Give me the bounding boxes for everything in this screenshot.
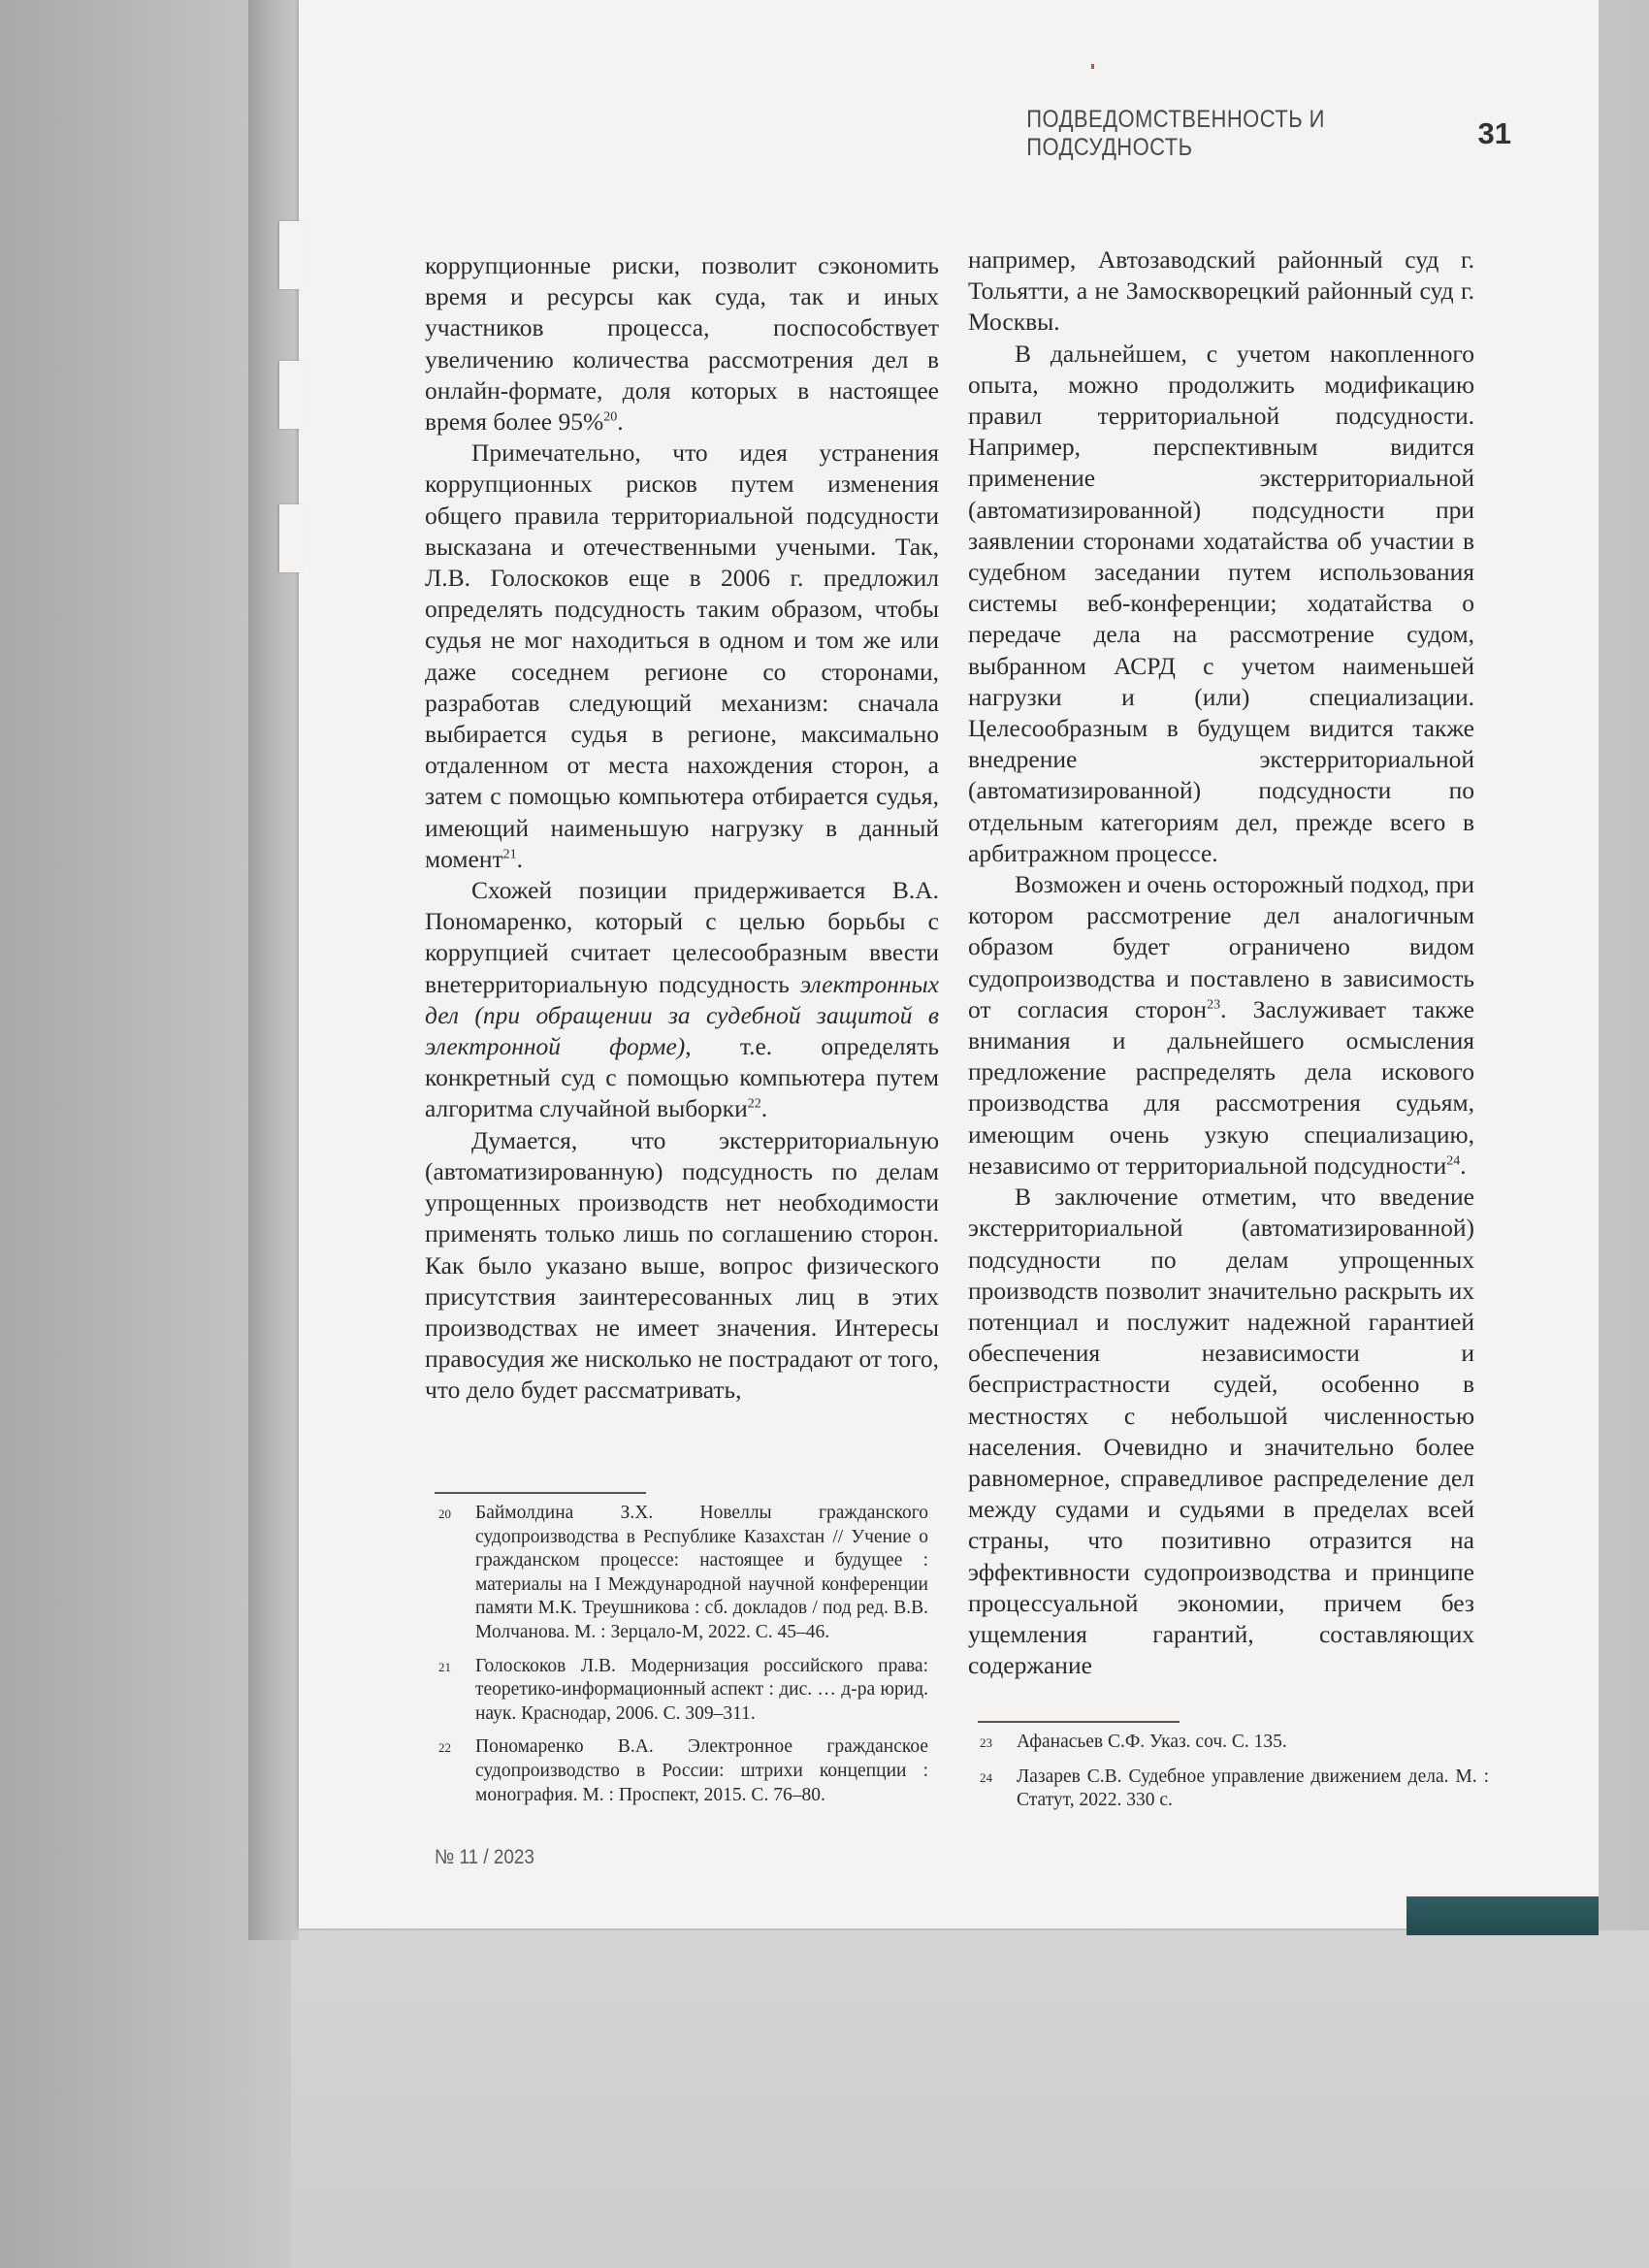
- footnote-ref: 21: [502, 847, 517, 862]
- footnote-rule: [978, 1721, 1180, 1723]
- paragraph: коррупционные риски, позволит сэкономить время и ресурсы как суда, так и иных участников процесса, поспособствует увеличению количества рассмотрения дел в онлайн-формате, доля которых в настоящее время более 95%$^{20}$.: [425, 251, 939, 437]
- page-binding-shadow: [248, 0, 299, 1940]
- paragraph: Схожей позиции придерживается В.А. Пономаренко, который с целью борьбы с коррупцией считает целесообразным ввести внетерриториальную подсудность электронных дел (при обращении за судебной защитой в электронной форме), т.е. определять конкретный суд с помощью компьютера путем алгоритма случайной выборки$^{22}$.: [425, 876, 939, 1123]
- binding-notch: [279, 504, 303, 572]
- footnote: 21 Голоскоков Л.В. Модернизация российского права: теоретико-информационный аспект : дис. … д-ра юрид. наук. Краснодар, 2006. С. 309–311.: [438, 1655, 928, 1724]
- footnote-ref: 20: [603, 409, 618, 425]
- left-column: [425, 250, 939, 1407]
- footnote-ref: 24: [1446, 1153, 1461, 1169]
- paragraph: Думается, что экстерриториальную (автоматизированную) подсудность по делам упрощенных производств нет необходимости применять только лишь по соглашению сторон. Как было указано выше, вопрос физического присутствия заинтересованных лиц в этих производствах не имеет значения. Интересы правосудия же нисколько не пострадают от того, что дело будет рассматривать,: [425, 1125, 939, 1405]
- right-column: [968, 244, 1474, 1681]
- right-footnotes: [980, 1731, 1489, 1823]
- left-footnotes: [438, 1502, 928, 1817]
- paragraph: В дальнейшем, с учетом накопленного опыта, можно продолжить модификацию правил территориальной подсудности. Например, перспективным видится применение экстерриториальной (автоматизированной) подсудности при заявлении сторонами ходатайства об участии в судебном заседании путем использования системы веб-конференции; ходатайства о передаче дела на рассмотрение судом, выбранном АСРД с учетом наименьшей нагрузки и (или) специализации. Целесообразным в будущем видится также внедрение экстерриториальной (автоматизированной) подсудности по отдельным категориям дел, прежде всего в арбитражном процессе.: [968, 339, 1474, 867]
- binding-notch: [279, 221, 303, 289]
- footnote: 20 Баймолдина З.Х. Новеллы гражданского судопроизводства в Республике Казахстан // Учение о гражданском процессе: настоящее и будущее : материалы на I Международной научной конференции памяти М.К. Треушникова : сб. докладов / под ред. В.В. Молчанова. М. : Зерцало-М, 2022. С. 45–46.: [438, 1503, 928, 1642]
- paragraph: например, Автозаводский районный суд г. Тольятти, а не Замоскворецкий районный суд г. Москвы.: [968, 245, 1474, 337]
- footnote: 22 Пономаренко В.А. Электронное гражданское судопроизводство в России: штрихи концепции : монография. М. : Проспект, 2015. С. 76–80.: [438, 1736, 928, 1805]
- binding-notch: [279, 361, 303, 429]
- section-title: ПОДВЕДОМСТВЕННОСТЬ И ПОДСУДНОСТЬ: [1026, 106, 1325, 161]
- footnote-rule: [435, 1492, 646, 1494]
- paragraph: В заключение отметим, что введение экстерриториальной (автоматизированной) подсудности по делам упрощенных производств позволит значительно раскрыть их потенциал и послужит надежной гарантией обеспечения независимости и беспристрастности судей, особенно в местностях с небольшой численностью населения. Очевидно и значительно более равномерное, справедливое распределение дел между судами и судьями в пределах всей страны, что позитивно отразится на эффективности судопроизводства и принципе процессуальной экономии, причем без ущемления гарантий, составляющих содержание: [968, 1183, 1474, 1680]
- paragraph: Примечательно, что идея устранения коррупционных рисков путем изменения общего правила территориальной подсудности высказана и отечественными учеными. Так, Л.В. Голоскоков еще в 2006 г. предложил определять подсудность таким образом, чтобы судья не мог находиться в одном и том же или даже соседнем регионе со сторонами, разработав следующий механизм: сначала выбирается судья в регионе, максимально отдаленном от места нахождения сторон, а затем с помощью компьютера отбирается судья, имеющий наименьшую нагрузку в данный момент$^{21}$.: [425, 438, 939, 873]
- cover-edge: [1406, 1896, 1599, 1935]
- emphasis: электронных дел (при обращении за судебной защитой в электронной форме): [425, 969, 939, 1061]
- footnote-ref: 23: [1207, 997, 1221, 1013]
- scanner-background-bottom: [291, 1930, 1649, 2268]
- running-header: [970, 106, 1552, 161]
- paragraph: Возможен и очень осторожный подход, при котором рассмотрение дел аналогичным образом будет ограничено видом судопроизводства и поставлено в зависимость от согласия сторон$^{23}$. Заслуживает также внимания и дальнейшего осмысления предложение распределять дела искового производства для рассмотрения судьям, имеющим очень узкую специализацию, независимо от территориальной подсудности$^{24}$.: [968, 870, 1474, 1180]
- ink-mark: [1091, 64, 1094, 69]
- footnote-ref: 22: [747, 1096, 761, 1112]
- page-number: 31: [1477, 116, 1511, 150]
- issue-number: № 11 / 2023: [435, 1846, 534, 1868]
- footnote: 24 Лазарев С.В. Судебное управление движением дела. М. : Статут, 2022. 330 с.: [980, 1766, 1489, 1811]
- footnote: 23 Афанасьев С.Ф. Указ. соч. С. 135.: [980, 1732, 1287, 1752]
